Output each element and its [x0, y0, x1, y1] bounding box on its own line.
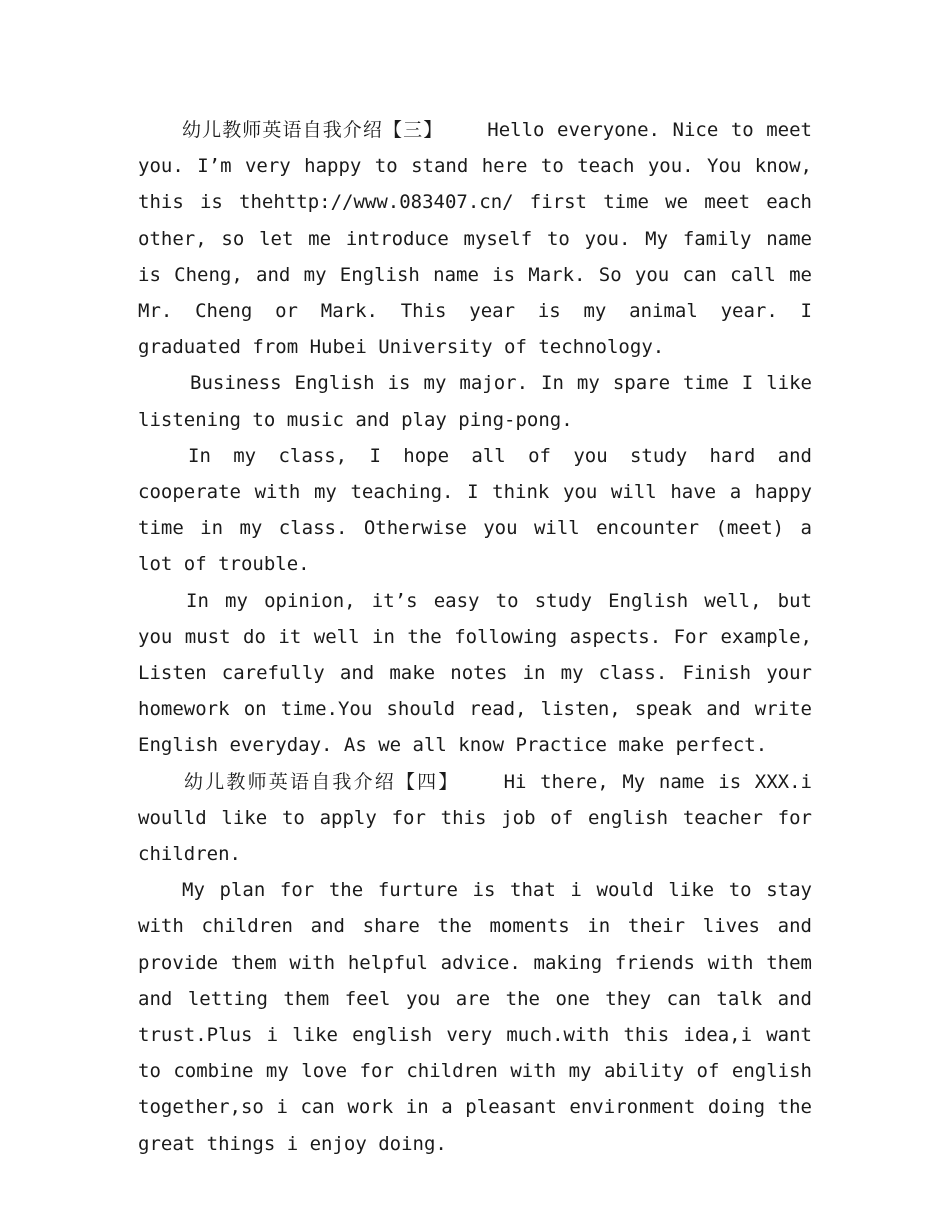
section-4-intro-paragraph	[138, 764, 812, 873]
document-body	[138, 112, 812, 1162]
section-4-paragraph-1: Hi there, My name is XXX.i woulld like to apply for this job of english teacher for children.	[138, 770, 812, 866]
section-3-paragraph-1: Hello everyone. Nice to meet you. I’m very happy to stand here to teach you. You know, this is thehttp://www.083407.cn/ first time we meet each other, so let me introduce myself to you. My family name is Cheng, and my English name is Mark. So you can call me Mr. Cheng or Mark. This year is my animal year. I graduated from Hubei University of technology.	[138, 119, 812, 359]
section-3-intro-paragraph	[138, 112, 812, 365]
section-3-paragraph-3: In my class, I hope all of you study hard and cooperate with my teaching. I think you will have a happy time in my class. Otherwise you will encounter (meet) a lot of trouble.	[138, 444, 812, 576]
section-3-paragraph-2: Business English is my major. In my spare time I like listening to music and play ping-pong.	[138, 372, 812, 431]
section-4-paragraph-2: My plan for the furture is that i would like to stay with children and share the moments in their lives and provide them with helpful advice. making friends with them and letting them feel you are the one they can talk and trust.Plus i like english very much.with this idea,i want to combine my love for children with my ability of english together,so i can work in a pleasant environment doing the great things i enjoy doing.	[138, 879, 812, 1155]
section-3-heading: 幼儿教师英语自我介绍【三】	[182, 119, 444, 141]
section-4-heading: 幼儿教师英语自我介绍【四】	[184, 770, 460, 793]
section-3-paragraph-4: In my opinion, it’s easy to study English well, but you must do it well in the following aspects. For example, Listen carefully and make notes in my class. Finish your homework on time.You should read, listen, speak and write English everyday. As we all know Practice make perfect.	[138, 589, 812, 757]
